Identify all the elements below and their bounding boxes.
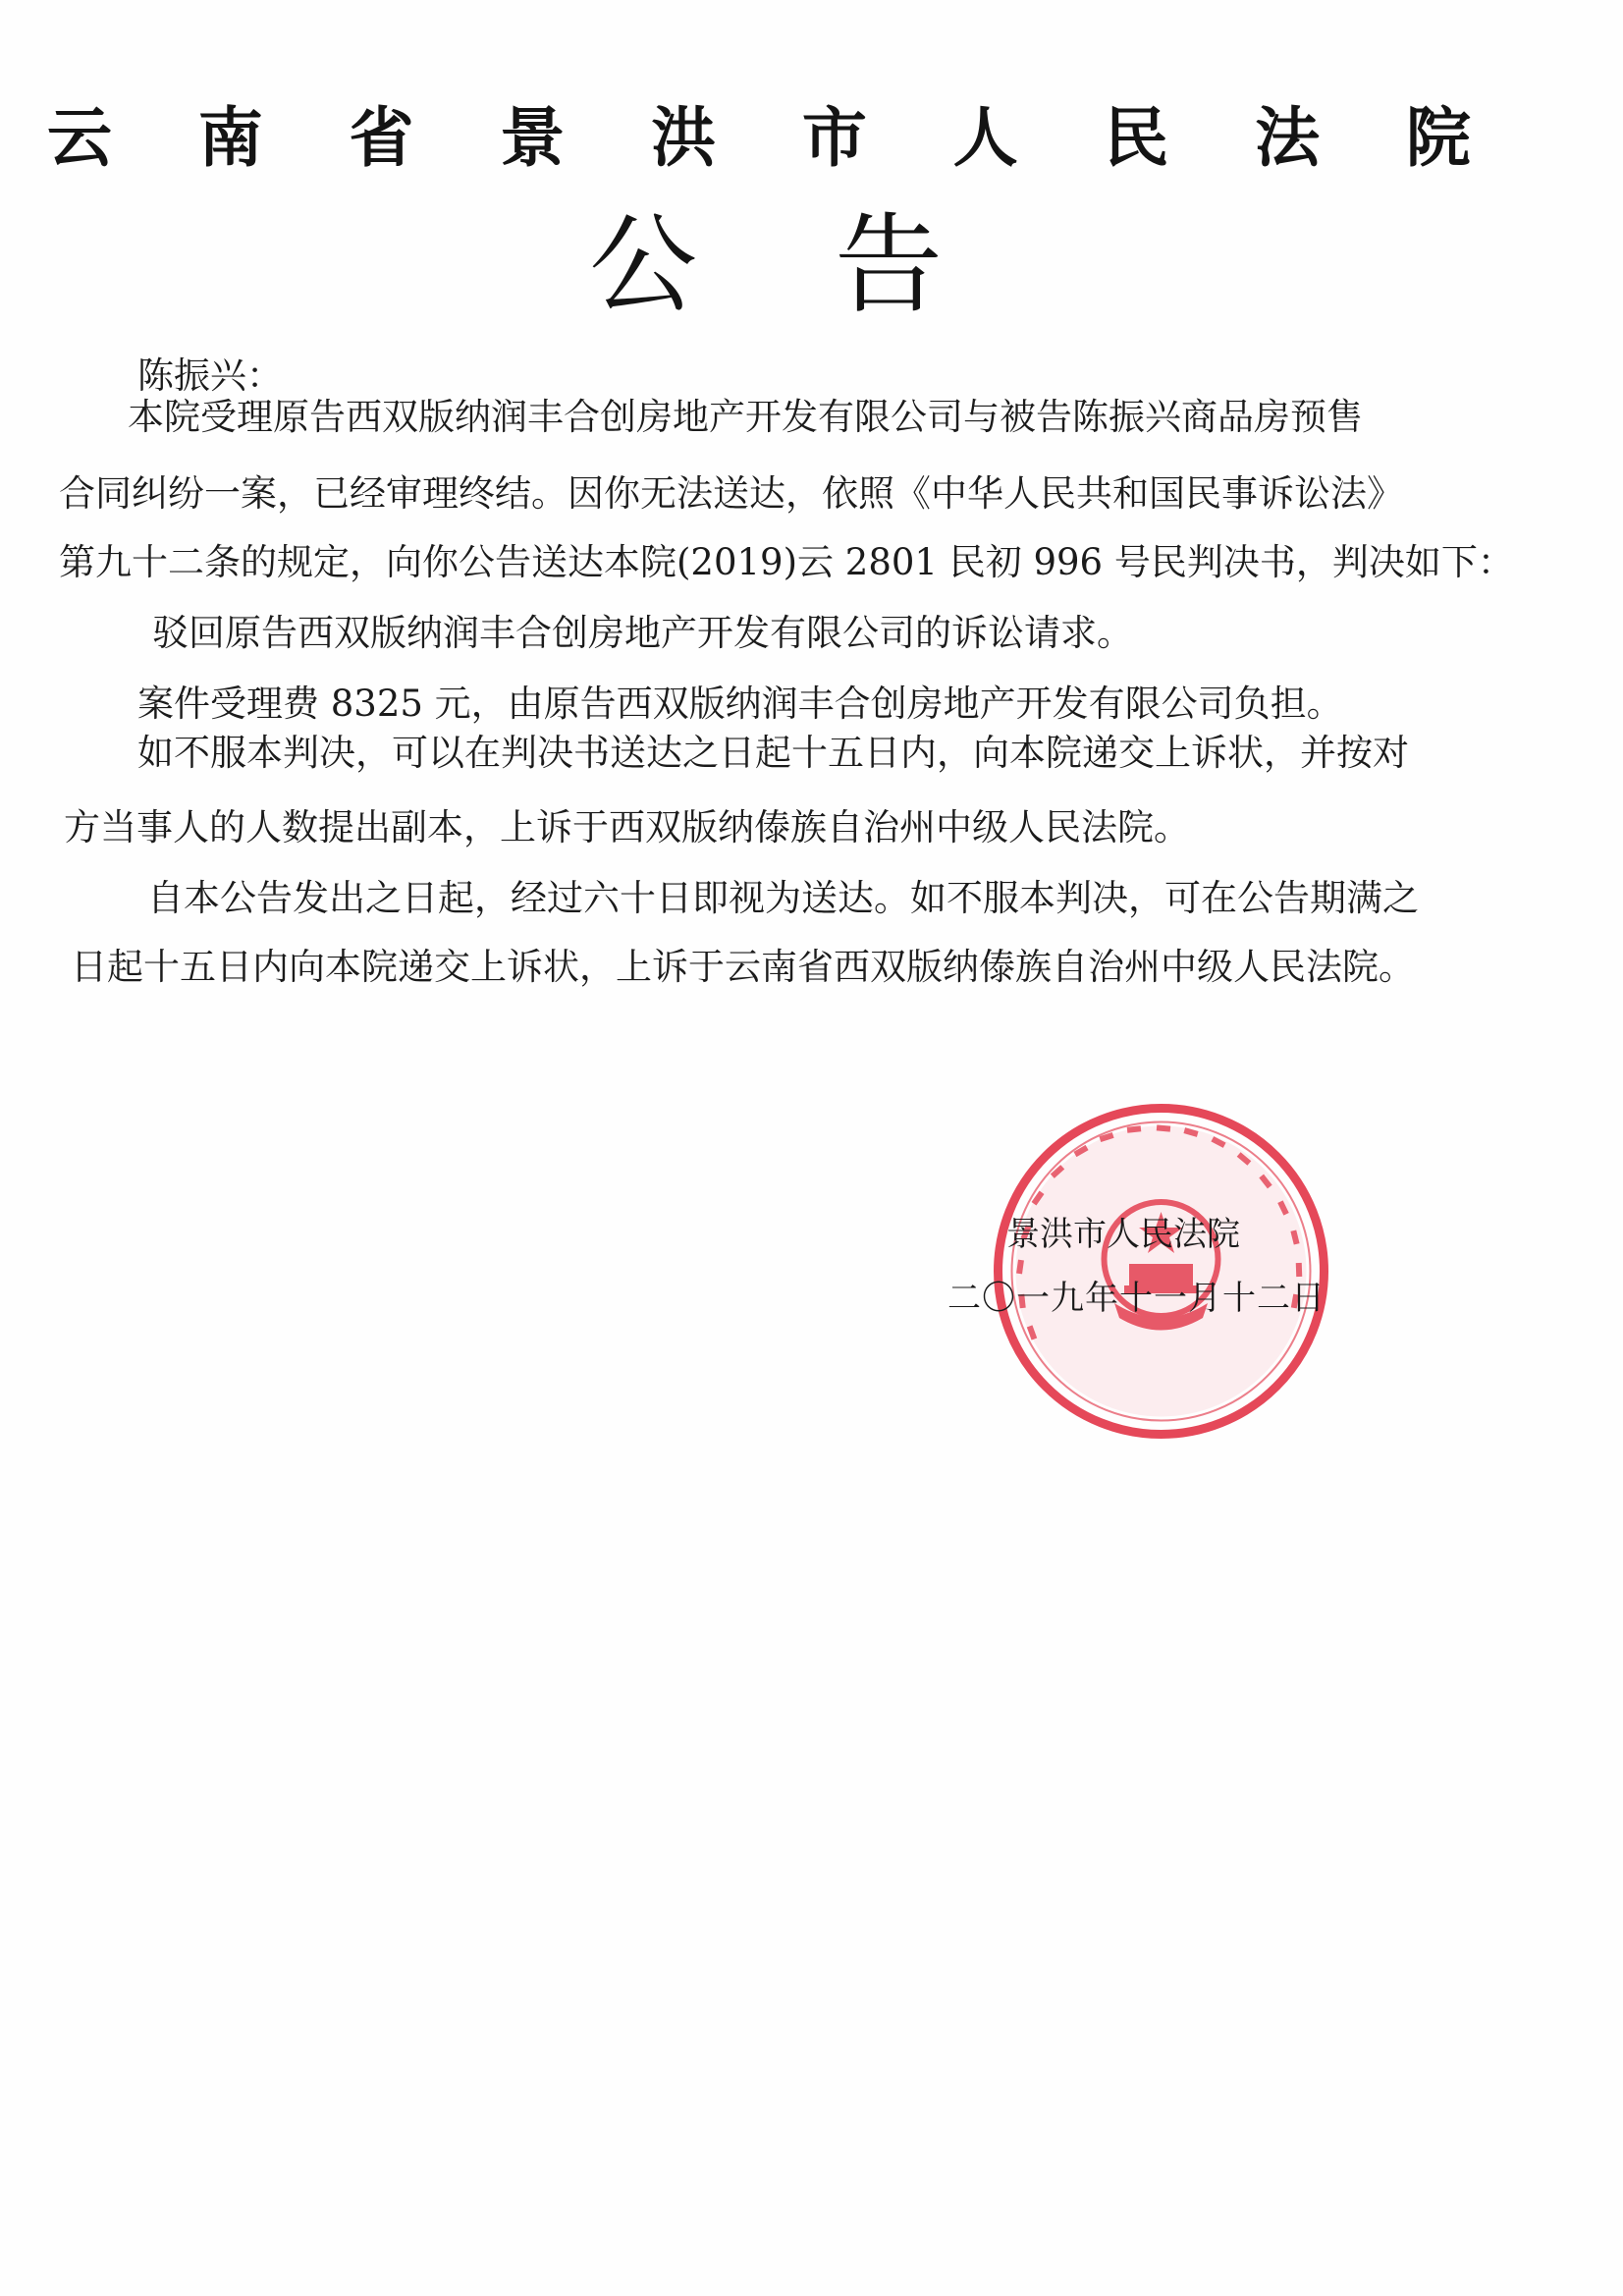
paragraph-line: 合同纠纷一案，已经审理终结。因你无法送达，依照《中华人民共和国民事诉讼法》	[59, 472, 1403, 515]
appeal-line: 方当事人的人数提出副本，上诉于西双版纳傣族自治州中级人民法院。	[64, 806, 1190, 848]
court-name-char: 法	[1255, 99, 1321, 176]
court-name-char: 民	[1104, 99, 1169, 176]
court-name-char: 云	[47, 99, 112, 176]
paragraph-line: 第九十二条的规定，向你公告送达本院(2019)云 2801 民初 996 号民判决书，判决如下：	[59, 541, 1514, 583]
signature-date: 二〇一九年十一月十二日	[947, 1279, 1325, 1318]
judgment-line: 驳回原告西双版纳润丰合创房地产开发有限公司的诉讼请求。	[152, 612, 1133, 654]
court-name-char: 市	[801, 99, 867, 176]
paragraph-line: 本院受理原告西双版纳润丰合创房地产开发有限公司与被告陈振兴商品房预售	[128, 396, 1363, 438]
service-line: 日起十五日内向本院递交上诉状，上诉于云南省西双版纳傣族自治州中级人民法院。	[71, 946, 1415, 988]
court-name-char: 院	[1405, 99, 1471, 176]
notice-char: 告	[835, 202, 943, 328]
appeal-line: 如不服本判决，可以在判决书送达之日起十五日内，向本院递交上诉状，并按对	[137, 732, 1409, 774]
court-seal	[992, 1102, 1330, 1441]
addressee: 陈振兴：	[137, 355, 283, 397]
court-name-char: 景	[500, 99, 566, 176]
court-name-char: 南	[197, 99, 263, 176]
fee-line: 案件受理费 8325 元，由原告西双版纳润丰合创房地产开发有限公司负担。	[137, 683, 1343, 725]
court-name-char: 省	[349, 99, 414, 176]
service-line: 自本公告发出之日起，经过六十日即视为送达。如不服本判决，可在公告期满之	[147, 877, 1419, 919]
court-name-heading	[47, 98, 1471, 177]
court-name-char: 人	[952, 99, 1018, 176]
signature-court: 景洪市人民法院	[1006, 1215, 1240, 1254]
notice-heading	[589, 202, 943, 328]
notice-char: 公	[589, 202, 697, 328]
court-name-char: 洪	[651, 99, 717, 176]
